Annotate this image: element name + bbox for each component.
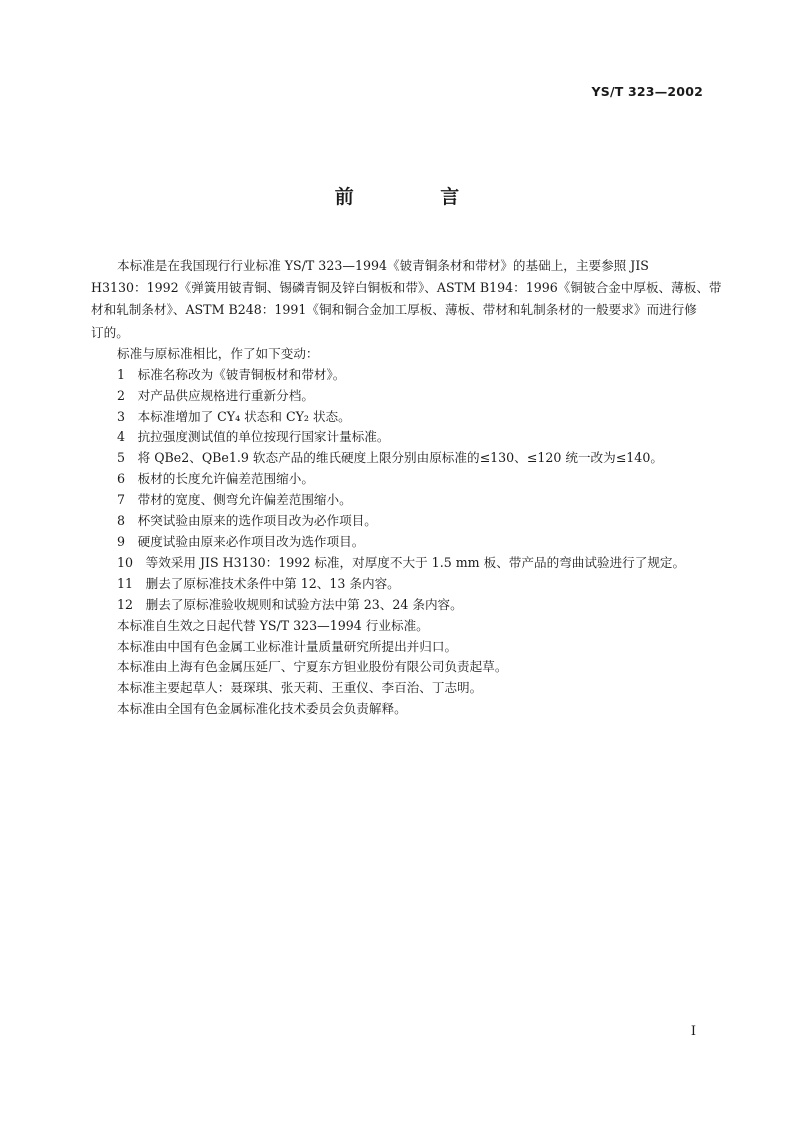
document-body	[91, 255, 722, 720]
list-item: 11 删去了原标准技术条件中第 12、13 条内容。	[117, 575, 400, 591]
list-item: 9 硬度试验由原来必作项目改为选作项目。	[117, 533, 365, 549]
intro-line: 订的。	[91, 324, 129, 340]
intro-line: 材和轧制条材》、ASTM B248：1991《铜和铜合金加工厚板、薄板、带材和轧制条材的一般要求》而进行修	[91, 302, 697, 318]
changes-list	[91, 365, 705, 616]
list-item: 4 抗拉强度测试值的单位按现行国家计量标准。	[117, 429, 390, 445]
list-item: 3 本标准增加了 CY₄ 状态和 CY₂ 状态。	[117, 408, 351, 424]
closing-line: 本标准由上海有色金属压延厂、宁夏东方钽业股份有限公司负责起草。	[117, 659, 508, 675]
list-item: 7 带材的宽度、侧弯允许偏差范围缩小。	[117, 492, 352, 508]
closing-line: 本标准主要起草人：聂琛琪、张天莉、王重仪、李百治、丁志明。	[117, 680, 483, 696]
intro-paragraph	[91, 255, 722, 344]
list-item: 6 板材的长度允许偏差范围缩小。	[117, 471, 314, 487]
intro-line: H3130：1992《弹簧用铍青铜、锡磷青铜及锌白铜板和带》、ASTM B194：1996《铜铍合金中厚板、薄板、带	[91, 280, 722, 296]
changes-intro: 标准与原标准相比，作了如下变动：	[117, 345, 319, 361]
list-item: 1 标准名称改为《铍青铜板材和带材》。	[117, 366, 346, 382]
closing-line: 本标准由全国有色金属标准化技术委员会负责解释。	[117, 701, 407, 717]
closing-line: 本标准由中国有色金属工业标准计量质量研究所提出并归口。	[117, 638, 458, 654]
closing-line: 本标准自生效之日起代替 YS/T 323—1994 行业标准。	[117, 617, 429, 633]
intro-line: 本标准是在我国现行行业标准 YS/T 323—1994《铍青铜条材和带材》的基础上，主要参照 JIS	[117, 258, 649, 273]
page-title: 前 言	[334, 186, 500, 208]
page-number: I	[690, 1024, 696, 1039]
list-item: 12 删去了原标准验收规则和试验方法中第 23、24 条内容。	[117, 596, 463, 612]
closing-statements	[91, 616, 705, 721]
list-item: 10 等效采用 JIS H3130：1992 标准，对厚度不大于 1.5 mm 板、带产品的弯曲试验进行了规定。	[117, 554, 686, 570]
list-item: 5 将 QBe2、QBe1.9 软态产品的维氏硬度上限分别由原标准的≤130、≤120 统一改为≤140。	[117, 450, 663, 466]
list-item: 8 杯突试验由原来的选作项目改为必作项目。	[117, 513, 377, 529]
list-item: 2 对产品供应规格进行重新分档。	[117, 387, 314, 403]
standard-number: YS/T 323—2002	[591, 84, 703, 99]
